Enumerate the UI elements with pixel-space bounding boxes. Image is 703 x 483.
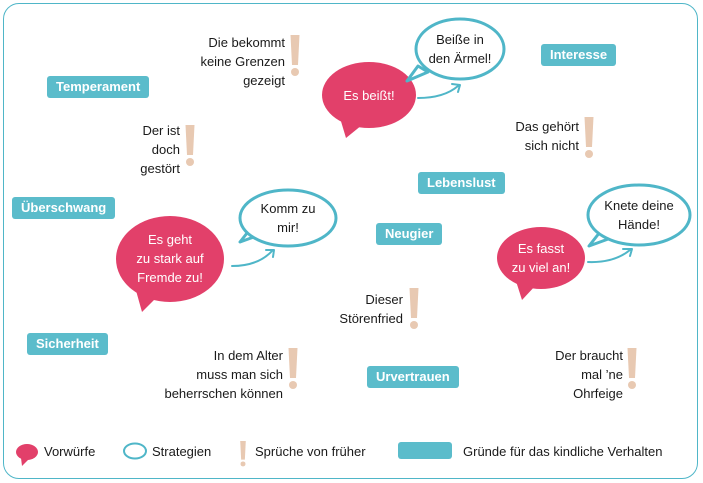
legend-saying-icon bbox=[240, 441, 246, 466]
reproach-beisst-text: Es beißt! bbox=[343, 88, 395, 103]
saying-ohrfeige: Der braucht mal ’ne Ohrfeige bbox=[555, 348, 623, 401]
legend-reason-icon bbox=[398, 442, 452, 459]
reason-sicherheit: Sicherheit bbox=[27, 333, 108, 355]
arrow-beisst-aermel bbox=[418, 86, 458, 98]
reason-neugier: Neugier bbox=[376, 223, 442, 245]
legend-sayings-label: Sprüche von früher bbox=[255, 444, 366, 459]
legend-strategy-icon bbox=[124, 444, 146, 459]
legend-reproaches-label: Vorwürfe bbox=[44, 444, 96, 459]
exclamation-icon bbox=[289, 348, 298, 389]
legend-reproach-icon bbox=[16, 444, 38, 460]
reproach-stark-text: Es geht zu stark auf Fremde zu! bbox=[136, 232, 204, 285]
reason-lebenslust: Lebenslust bbox=[418, 172, 505, 194]
exclamation-icon bbox=[410, 288, 419, 329]
arrow-fasst-haende bbox=[588, 250, 630, 262]
exclamation-icon bbox=[186, 125, 195, 166]
reason-temperament: Temperament bbox=[47, 76, 149, 98]
saying-gestoert: Der ist doch gestört bbox=[140, 123, 180, 176]
legend-strategies-label: Strategien bbox=[152, 444, 212, 459]
saying-gehoert: Das gehört sich nicht bbox=[515, 119, 579, 153]
exclamation-icon bbox=[628, 348, 637, 389]
arrow-stark-kommzu bbox=[232, 251, 272, 266]
reason-urvertrauen: Urvertrauen bbox=[367, 366, 459, 388]
reproach-fasst-text: Es fasst zu viel an! bbox=[511, 241, 571, 275]
exclamation-icon bbox=[291, 35, 300, 76]
strategy-haende-text: Knete deine Hände! bbox=[604, 198, 674, 232]
reason-interesse: Interesse bbox=[541, 44, 616, 66]
exclamation-icon bbox=[585, 117, 594, 158]
legend-reasons-label: Gründe für das kindliche Verhalten bbox=[463, 444, 663, 459]
reason-ueberschwang: Überschwang bbox=[12, 197, 115, 219]
saying-stoerenfried: Dieser Störenfried bbox=[339, 292, 403, 326]
saying-grenzen: Die bekommt keine Grenzen gezeigt bbox=[200, 35, 285, 88]
strategy-kommzu-text: Komm zu mir! bbox=[260, 201, 316, 235]
strategy-aermel-text: Beiße in den Ärmel! bbox=[428, 32, 492, 66]
saying-alter: In dem Alter muss man sich beherrschen können bbox=[164, 348, 283, 401]
